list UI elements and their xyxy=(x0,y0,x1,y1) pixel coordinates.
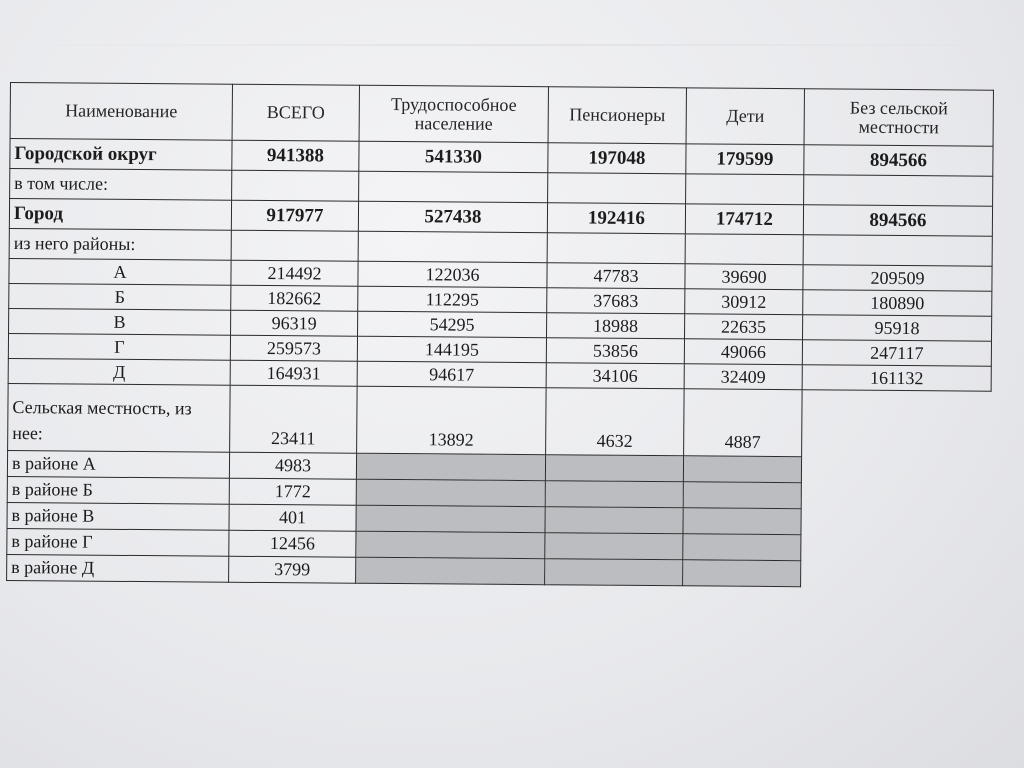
cell-working: 541330 xyxy=(359,141,548,172)
table-row-rural xyxy=(8,383,991,458)
cell-name: в районе Б xyxy=(7,476,229,504)
cell-empty xyxy=(547,233,685,264)
cell-name: Г xyxy=(8,333,230,360)
cell-without-rural: 180890 xyxy=(803,290,992,316)
header-pensioners: Пенсионеры xyxy=(548,87,686,144)
cell-without-rural: 161132 xyxy=(802,365,991,391)
cell-total: 259573 xyxy=(230,335,357,361)
cell-total: 401 xyxy=(229,504,356,531)
cell-empty xyxy=(685,234,803,265)
cell-name: в районе А xyxy=(7,450,229,478)
cell-pensioners: 18988 xyxy=(547,313,685,339)
cell-total: 3799 xyxy=(229,556,356,583)
cell-children: 32409 xyxy=(684,364,802,390)
cell-working: 54295 xyxy=(358,311,547,337)
cell-shaded xyxy=(683,560,801,587)
cell-shaded xyxy=(683,482,801,509)
cell-shaded xyxy=(545,455,683,482)
cell-empty xyxy=(686,174,804,205)
cell-shaded xyxy=(545,533,683,560)
cell-name: Б xyxy=(9,283,231,310)
cell-without-rural: 247117 xyxy=(802,340,991,366)
cell-pensioners: 197048 xyxy=(548,143,686,174)
cell-name: В xyxy=(9,308,231,335)
cell-empty xyxy=(231,230,358,261)
cell-name: в районе В xyxy=(7,502,229,530)
cell-total: 941388 xyxy=(232,140,359,171)
cell-children: 174712 xyxy=(685,204,803,235)
cell-outside xyxy=(801,535,990,562)
cell-pensioners: 34106 xyxy=(546,363,684,389)
cell-name: из него районы: xyxy=(9,228,231,260)
cell-pensioners: 53856 xyxy=(546,338,684,364)
header-row xyxy=(10,83,993,147)
cell-pensioners: 192416 xyxy=(547,203,685,234)
population-table xyxy=(6,82,994,589)
cell-children: 49066 xyxy=(684,339,802,365)
cell-empty xyxy=(359,171,548,202)
cell-without-rural: 894566 xyxy=(803,205,992,236)
cell-shaded xyxy=(356,505,545,532)
cell-without-rural: 95918 xyxy=(803,315,992,341)
cell-total: 917977 xyxy=(231,200,358,231)
header-children: Дети xyxy=(686,88,804,145)
cell-total: 1772 xyxy=(229,478,356,505)
cell-shaded xyxy=(545,507,683,534)
cell-working: 112295 xyxy=(358,286,547,312)
cell-shaded xyxy=(356,531,545,558)
header-without-rural: Без сельской местности xyxy=(804,89,993,146)
cell-shaded xyxy=(356,479,545,506)
cell-outside xyxy=(801,561,990,588)
cell-name: в районе Д xyxy=(7,554,229,582)
cell-empty xyxy=(548,173,686,204)
cell-total: 164931 xyxy=(230,360,357,386)
cell-empty xyxy=(232,170,359,201)
cell-shaded xyxy=(356,453,545,480)
cell-without-rural: 209509 xyxy=(803,265,992,291)
cell-children: 179599 xyxy=(686,144,804,175)
cell-shaded xyxy=(545,559,683,586)
cell-name: Город xyxy=(9,199,231,231)
cell-pensioners: 4632 xyxy=(546,388,685,456)
cell-total: 4983 xyxy=(229,452,356,479)
cell-name: Сельская местность, из нее: xyxy=(8,383,231,452)
cell-shaded xyxy=(683,534,801,561)
cell-name: Д xyxy=(8,358,230,385)
header-total: ВСЕГО xyxy=(232,84,359,141)
header-working: Трудоспособное население xyxy=(359,85,548,142)
cell-outside xyxy=(801,509,990,536)
cell-name: А xyxy=(9,258,231,285)
cell-without-rural: 894566 xyxy=(804,145,993,176)
cell-shaded xyxy=(683,456,801,483)
cell-outside xyxy=(802,390,992,458)
cell-pensioners: 37683 xyxy=(547,288,685,314)
cell-working: 122036 xyxy=(358,261,547,287)
cell-total: 96319 xyxy=(231,310,358,336)
cell-name: в том числе: xyxy=(10,169,232,201)
cell-total: 182662 xyxy=(231,285,358,311)
cell-children: 4887 xyxy=(684,389,803,457)
header-name: Наименование xyxy=(10,83,232,141)
cell-shaded xyxy=(356,557,545,584)
cell-shaded xyxy=(545,481,683,508)
cell-total: 12456 xyxy=(229,530,356,557)
cell-empty xyxy=(803,235,992,266)
cell-working: 94617 xyxy=(357,361,546,387)
cell-children: 39690 xyxy=(685,264,803,290)
cell-children: 22635 xyxy=(685,314,803,340)
cell-working: 13892 xyxy=(357,386,547,454)
cell-name: Городской округ xyxy=(10,139,232,171)
cell-name: в районе Г xyxy=(7,528,229,556)
cell-working: 527438 xyxy=(358,201,547,232)
cell-total: 23411 xyxy=(230,385,358,453)
cell-children: 30912 xyxy=(685,289,803,315)
cell-shaded xyxy=(683,508,801,535)
cell-total: 214492 xyxy=(231,260,358,286)
cell-outside xyxy=(801,483,990,510)
cell-pensioners: 47783 xyxy=(547,263,685,289)
paper-fold xyxy=(0,44,1024,46)
cell-empty xyxy=(804,175,993,206)
cell-working: 144195 xyxy=(357,336,546,362)
cell-empty xyxy=(358,231,547,262)
cell-outside xyxy=(801,457,990,484)
